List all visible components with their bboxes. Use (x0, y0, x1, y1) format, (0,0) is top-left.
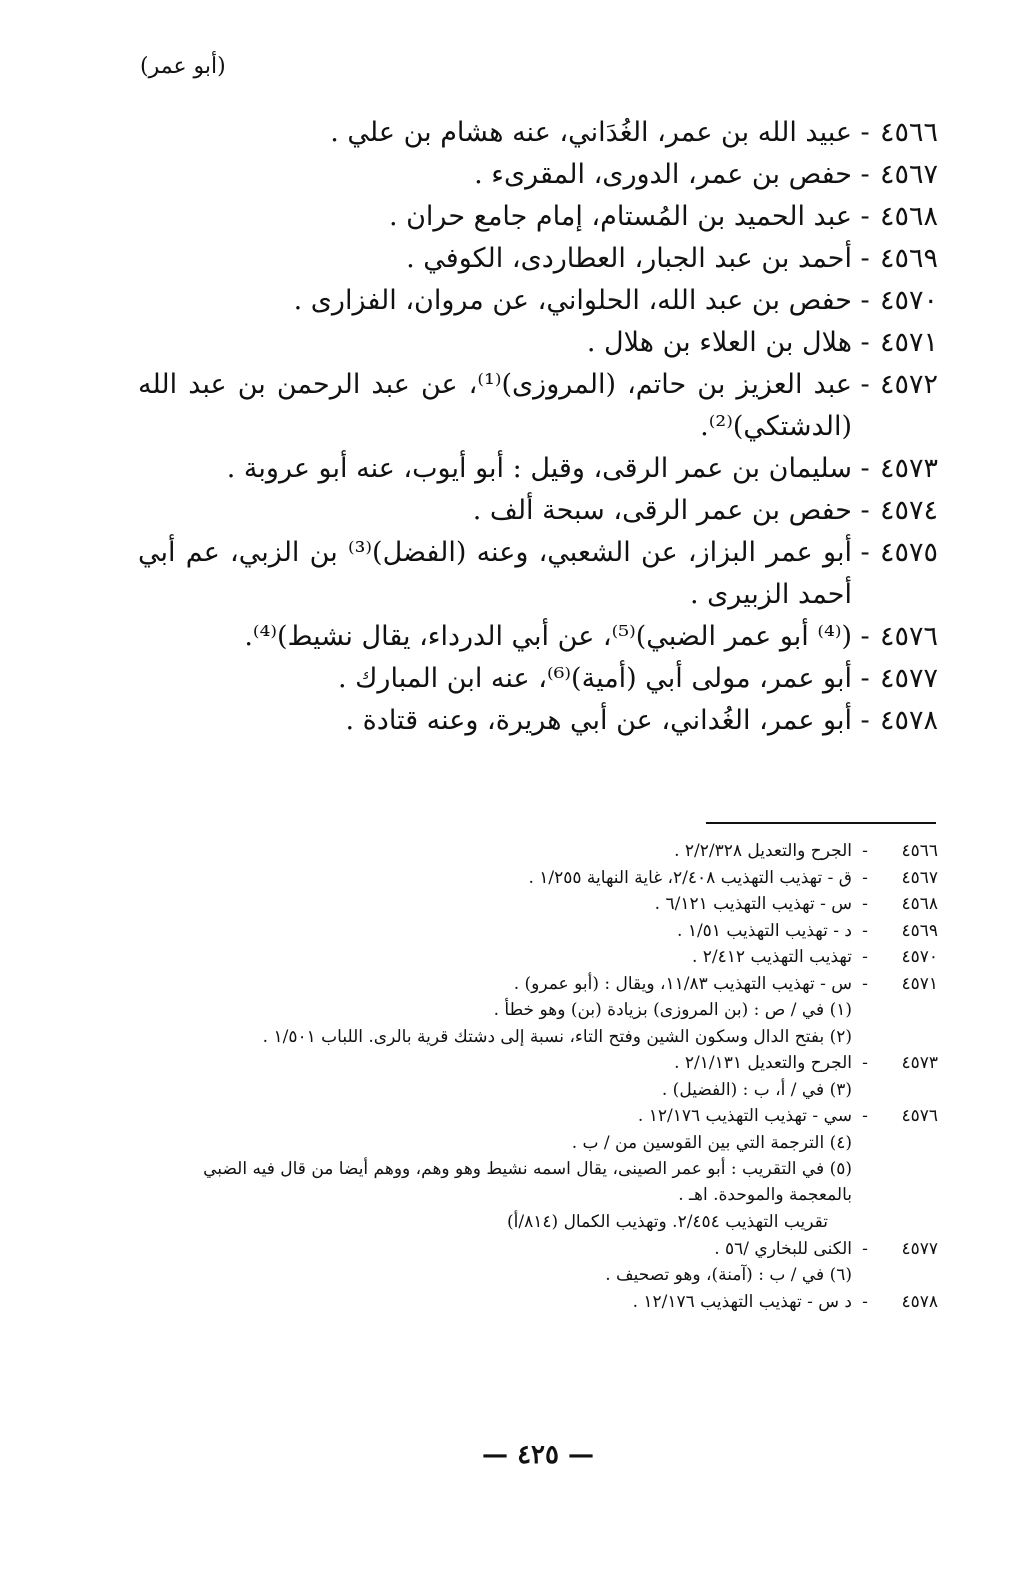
entry: ٤٥٦٦ - عبيد الله بن عمر، الغُدَاني، عنه هشام بن علي . (138, 112, 938, 154)
footnote-number: ٤٥٧١ (901, 973, 938, 994)
entry: ٤٥٦٧ - حفص بن عمر، الدورى، المقرىء . (138, 154, 938, 196)
footnote: ٤٥٧٧ - الكنى للبخاري /٥٦ . (138, 1236, 938, 1263)
footnote-text: س - تهذيب التهذيب ١١/٨٣، ويقال : (أبو عمرو) . (513, 973, 852, 994)
entry-number: ٤٥٧٦ (879, 621, 938, 652)
footnote: ٤٥٧٦ - سي - تهذيب التهذيب ١٢/١٧٦ . (138, 1103, 938, 1130)
entry-text: أحمد بن عبد الجبار، العطاردى، الكوفي . (406, 243, 852, 274)
footnote: ٤٥٦٩ - د - تهذيب التهذيب ١/٥١ . (138, 918, 938, 945)
entry-text: أبو عمر، الغُداني، عن أبي هريرة، وعنه قتادة . (345, 705, 852, 736)
footnote-number: ٤٥٧٨ (901, 1291, 938, 1312)
footnote-text: (٦) في / ب : (آمنة)، وهو تصحيف . (605, 1265, 852, 1285)
entry-text: (⁽⁴⁾ أبو عمر الضبي)⁽⁵⁾، عن أبي الدرداء، يقال نشيط)⁽⁴⁾. (244, 621, 852, 652)
footnote-text: تهذيب التهذيب ٢/٤١٢ . (691, 947, 852, 967)
entry-text: حفص بن عبد الله، الحلواني، عن مروان، الفزارى . (293, 285, 852, 316)
entry-text: هلال بن العلاء بن هلال . (586, 327, 852, 358)
footnote-text: (٢) بفتح الدال وسكون الشين وفتح التاء، نسبة إلى دشتك قرية بالرى. اللباب ١/٥٠١ . (262, 1026, 852, 1047)
footnote-text: (٣) في / أ، ب : (الفضيل) . (661, 1079, 852, 1100)
footnote-number: ٤٥٧٠ (901, 947, 938, 967)
footnote-number: ٤٥٦٧ (901, 867, 938, 888)
footnote (138, 1130, 938, 1157)
footnote-number: ٤٥٧٣ (901, 1053, 938, 1073)
running-header: (أبو عمر) (140, 54, 226, 79)
footnote (138, 1156, 938, 1209)
footnote-text: الكنى للبخاري /٥٦ . (714, 1238, 852, 1259)
entry-number: ٤٥٧٨ (879, 705, 938, 736)
footnote: ٤٥٦٨ - س - تهذيب التهذيب ٦/١٢١ . (138, 891, 938, 918)
entry-number: ٤٥٦٦ (879, 117, 938, 148)
entry-text: عبد العزيز بن حاتم، (المروزى)⁽¹⁾، عن عبد الرحمن بن عبد الله (الدشتكي)⁽²⁾. (138, 369, 852, 442)
footnote: ٤٥٦٧ - ق - تهذيب التهذيب ٢/٤٠٨، غاية النهاية ١/٢٥٥ . (138, 865, 938, 892)
footnote-number: ٤٥٦٨ (901, 894, 938, 914)
entry-number: ٤٥٦٧ (879, 159, 938, 190)
footnote-number: ٤٥٧٧ (901, 1238, 938, 1259)
footnote-text: (٤) الترجمة التي بين القوسين من / ب . (571, 1132, 852, 1153)
footnote-number: ٤٥٧٦ (901, 1106, 938, 1126)
entry-number: ٤٥٧٣ (879, 453, 938, 484)
entry-number: ٤٥٧١ (879, 327, 938, 358)
entry-number: ٤٥٦٩ (879, 243, 938, 274)
entry-number: ٤٥٦٨ (879, 201, 938, 232)
footnote-text: سي - تهذيب التهذيب ١٢/١٧٦ . (637, 1106, 852, 1126)
footnote-number: ٤٥٦٩ (901, 920, 938, 941)
entry: ٤٥٦٩ - أحمد بن عبد الجبار، العطاردى، الكوفي . (138, 238, 938, 280)
footnote-text: تقريب التهذيب ٢/٤٥٤. وتهذيب الكمال (٨١٤/أ) (507, 1212, 828, 1232)
footnote-list (138, 838, 938, 1315)
entry: ٤٥٧٣ - سليمان بن عمر الرقى، وقيل : أبو أيوب، عنه أبو عروبة . (138, 448, 938, 490)
footnote-text: د - تهذيب التهذيب ١/٥١ . (677, 920, 852, 941)
entry-text: عبيد الله بن عمر، الغُدَاني، عنه هشام بن علي . (330, 117, 852, 148)
footnote-text: (٥) في التقريب : أبو عمر الصينى، يقال اسمه نشيط وهو وهم، ووهم أيضا من قال فيه الضبي بالمعجمة والموحدة. اهـ . (203, 1159, 852, 1205)
entry-text: سليمان بن عمر الرقى، وقيل : أبو أيوب، عنه أبو عروبة . (226, 453, 852, 484)
entry-text: حفص بن عمر الرقى، سبحة ألف . (472, 495, 852, 526)
footnote: ٤٥٧٨ - د س - تهذيب التهذيب ١٢/١٧٦ . (138, 1289, 938, 1316)
footnote-text: ق - تهذيب التهذيب ٢/٤٠٨، غاية النهاية ١/٢٥٥ . (528, 867, 852, 888)
entry-text: أبو عمر البزاز، عن الشعبي، وعنه (الفضل)⁽³⁾ بن الزبي، عم أبي أحمد الزبيرى . (138, 537, 852, 610)
footnote (138, 1077, 938, 1104)
footnote-text: س - تهذيب التهذيب ٦/١٢١ . (654, 894, 852, 914)
footnote-number: ٤٥٦٦ (901, 841, 938, 861)
footnote-text: الجرح والتعديل ٢/١/١٣١ . (674, 1053, 852, 1073)
entry: ٤٥٧٥ - أبو عمر البزاز، عن الشعبي، وعنه (الفضل)⁽³⁾ بن الزبي، عم أبي أحمد الزبيرى . (138, 532, 938, 616)
entry: ٤٥٦٨ - عبد الحميد بن المُستام، إمام جامع حران . (138, 196, 938, 238)
entry: ٤٥٧٨ - أبو عمر، الغُداني، عن أبي هريرة، وعنه قتادة . (138, 700, 938, 742)
entry-number: ٤٥٧٥ (879, 537, 938, 568)
footnote-text: (١) في / ص : (بن المروزى) بزيادة (بن) وهو خطأ . (493, 1000, 852, 1020)
entry-text: عبد الحميد بن المُستام، إمام جامع حران . (388, 201, 852, 232)
entry-list (138, 112, 938, 742)
footnote: ٤٥٧٣ - الجرح والتعديل ٢/١/١٣١ . (138, 1050, 938, 1077)
footnote (138, 1024, 938, 1051)
entry-number: ٤٥٧٠ (879, 285, 938, 316)
footnote: ٤٥٧٠ - تهذيب التهذيب ٢/٤١٢ . (138, 944, 938, 971)
footnote (138, 997, 938, 1024)
footnote (138, 1209, 938, 1236)
footnote-separator (706, 822, 936, 824)
entry-text: حفص بن عمر، الدورى، المقرىء . (474, 159, 852, 190)
footnote-text: د س - تهذيب التهذيب ١٢/١٧٦ . (632, 1291, 852, 1312)
entry: ٤٥٧٧ - أبو عمر، مولى أبي (أمية)⁽⁶⁾، عنه ابن المبارك . (138, 658, 938, 700)
footnote (138, 1262, 938, 1289)
entry: ٤٥٧٠ - حفص بن عبد الله، الحلواني، عن مروان، الفزارى . (138, 280, 938, 322)
entry: ٤٥٧٢ - عبد العزيز بن حاتم، (المروزى)⁽¹⁾، عن عبد الرحمن بن عبد الله (الدشتكي)⁽²⁾. (138, 364, 938, 448)
entry-number: ٤٥٧٢ (879, 369, 938, 400)
entry: ٤٥٧١ - هلال بن العلاء بن هلال . (138, 322, 938, 364)
entry-number: ٤٥٧٤ (879, 495, 938, 526)
entry-text: أبو عمر، مولى أبي (أمية)⁽⁶⁾، عنه ابن المبارك . (338, 663, 852, 694)
entry-number: ٤٥٧٧ (879, 663, 938, 694)
entry: ٤٥٧٤ - حفص بن عمر الرقى، سبحة ألف . (138, 490, 938, 532)
footnote: ٤٥٧١ - س - تهذيب التهذيب ١١/٨٣، ويقال : (أبو عمرو) . (138, 971, 938, 998)
footnote-text: الجرح والتعديل ٢/٢/٣٢٨ . (674, 841, 852, 861)
footnote: ٤٥٦٦ - الجرح والتعديل ٢/٢/٣٢٨ . (138, 838, 938, 865)
page-number: — ٤٢٥ — (482, 1440, 595, 1470)
entry: ٤٥٧٦ - (⁽⁴⁾ أبو عمر الضبي)⁽⁵⁾، عن أبي الدرداء، يقال نشيط)⁽⁴⁾. (138, 616, 938, 658)
